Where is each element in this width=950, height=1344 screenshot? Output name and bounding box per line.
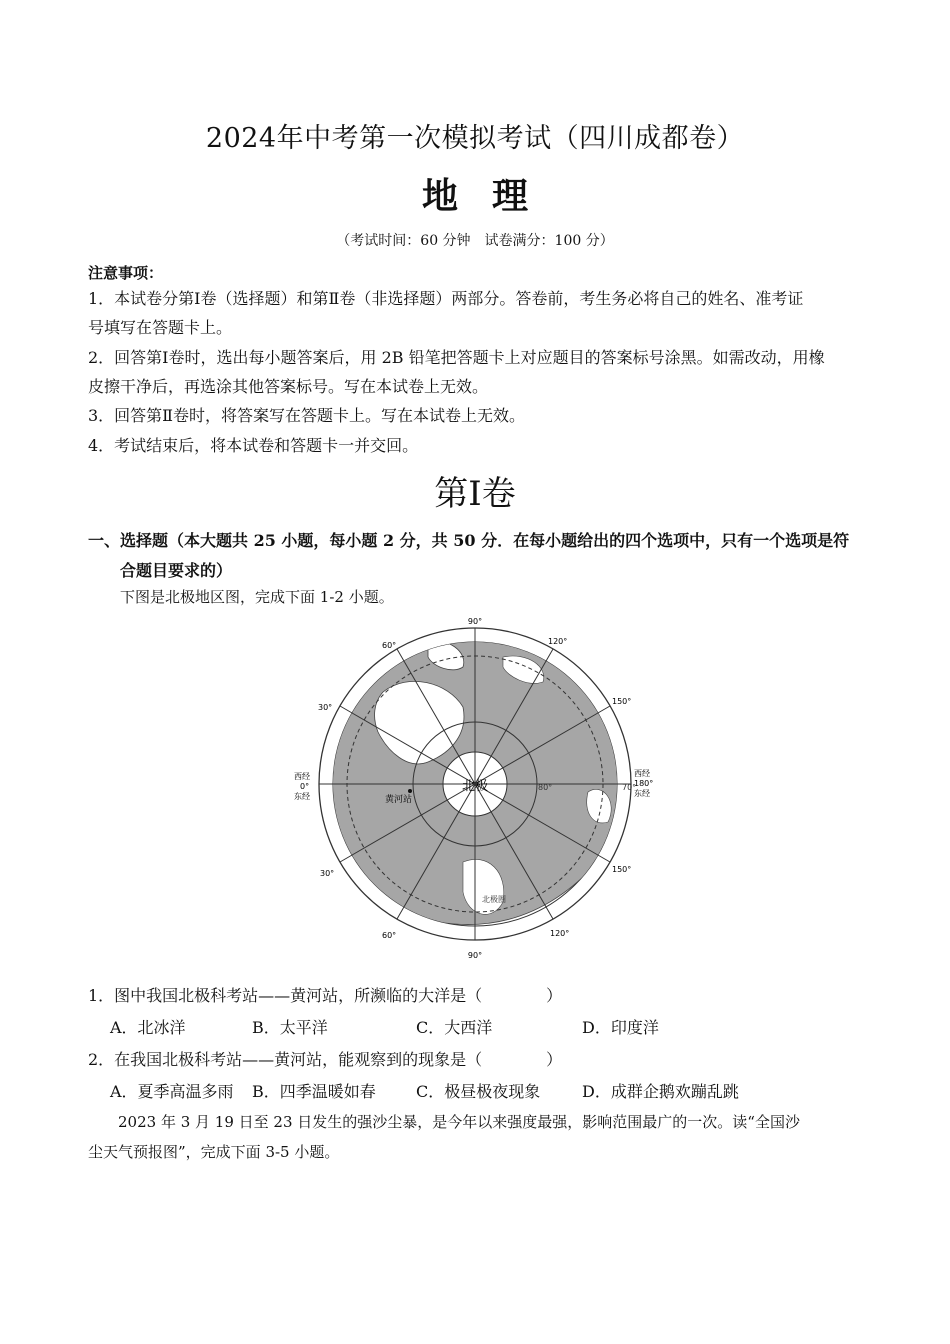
subject-title: 地理 bbox=[421, 175, 562, 217]
part-title: 第Ⅰ卷 bbox=[434, 474, 516, 514]
meridian-label: 西经 bbox=[634, 769, 650, 778]
lat-70-label: 70° bbox=[622, 783, 637, 792]
option-d[interactable]: D．印度洋 bbox=[582, 1018, 659, 1037]
meridian-label: 西经 bbox=[294, 772, 310, 781]
meridian-label: 东经 bbox=[634, 789, 650, 798]
question-stem: 2．在我国北极科考站——黄河站，能观察到的现象是（ ） bbox=[88, 1050, 563, 1069]
lat-80-label: 80° bbox=[538, 783, 553, 792]
section-heading bbox=[88, 526, 868, 586]
section-line-1: 一、选择题（本大题共 25 小题，每小题 2 分，共 50 分．在每小题给出的四个选项中，只有一个选项是符 bbox=[88, 531, 850, 550]
option-d[interactable]: D．成群企鹅欢蹦乱跳 bbox=[582, 1082, 739, 1101]
note-line: 3．回答第Ⅱ卷时，将答案写在答题卡上。写在本试卷上无效。 bbox=[88, 406, 526, 425]
meridian-label: 180° bbox=[634, 779, 654, 788]
lon-label: 120° bbox=[550, 929, 570, 938]
note-line: 号填写在答题卡上。 bbox=[88, 318, 233, 337]
note-line: 2．回答第Ⅰ卷时，选出每小题答案后，用 2B 铅笔把答题卡上对应题目的答案标号涂黑。如需改动，用橡 bbox=[88, 348, 825, 367]
option-b[interactable]: B．太平洋 bbox=[252, 1018, 328, 1037]
lon-label: 60° bbox=[382, 931, 397, 940]
passage-line: 尘天气预报图”，完成下面 3-5 小题。 bbox=[88, 1143, 340, 1161]
question-intro: 下图是北极地区图，完成下面 1-2 小题。 bbox=[120, 588, 394, 606]
option-c[interactable]: C．大西洋 bbox=[416, 1018, 493, 1037]
lon-label: 150° bbox=[612, 865, 632, 874]
lon-label: 120° bbox=[548, 637, 568, 646]
option-a[interactable]: A．夏季高温多雨 bbox=[110, 1082, 234, 1101]
option-a[interactable]: A．北冰洋 bbox=[110, 1018, 186, 1037]
lon-label: 90° bbox=[467, 617, 483, 626]
station-label: 黄河站 bbox=[385, 795, 413, 805]
lon-label: 90° bbox=[467, 951, 483, 960]
arctic-circle-label: 北极圈 bbox=[482, 895, 506, 904]
note-line: 4．考试结束后，将本试卷和答题卡一并交回。 bbox=[88, 436, 419, 455]
lon-label: 30° bbox=[320, 869, 335, 878]
section-line-2: 合题目要求的） bbox=[120, 561, 233, 580]
option-c[interactable]: C．极昼极夜现象 bbox=[416, 1082, 541, 1101]
question-stem: 1．图中我国北极科考站——黄河站，所濒临的大洋是（ ） bbox=[88, 986, 563, 1005]
station-marker bbox=[408, 789, 412, 793]
option-b[interactable]: B．四季温暖如春 bbox=[252, 1082, 376, 1101]
lon-label: 150° bbox=[612, 697, 632, 706]
north-pole-label: 北极 bbox=[461, 779, 489, 794]
meridian-label: 0° bbox=[300, 782, 310, 791]
notes-heading: 注意事项： bbox=[88, 264, 164, 282]
arctic-map bbox=[288, 612, 668, 964]
passage-line: 2023 年 3 月 19 日至 23 日发生的强沙尘暴，是今年以来强度最强，影响范围最广的一次。读“全国沙 bbox=[118, 1113, 800, 1131]
note-line: 皮擦干净后，再选涂其他答案标号。写在本试卷上无效。 bbox=[88, 377, 489, 396]
lon-label: 60° bbox=[382, 641, 397, 650]
arctic-map-svg bbox=[288, 612, 668, 964]
exam-title: 2024年中考第一次模拟考试（四川成都卷） bbox=[205, 123, 745, 154]
meridian-label: 东经 bbox=[294, 792, 310, 801]
note-line: 1．本试卷分第Ⅰ卷（选择题）和第Ⅱ卷（非选择题）两部分。答卷前，考生务必将自己的姓名、准考证 bbox=[88, 289, 804, 308]
lon-label: 30° bbox=[318, 703, 333, 712]
exam-info: （考试时间：60 分钟 试卷满分：100 分） bbox=[336, 233, 614, 249]
